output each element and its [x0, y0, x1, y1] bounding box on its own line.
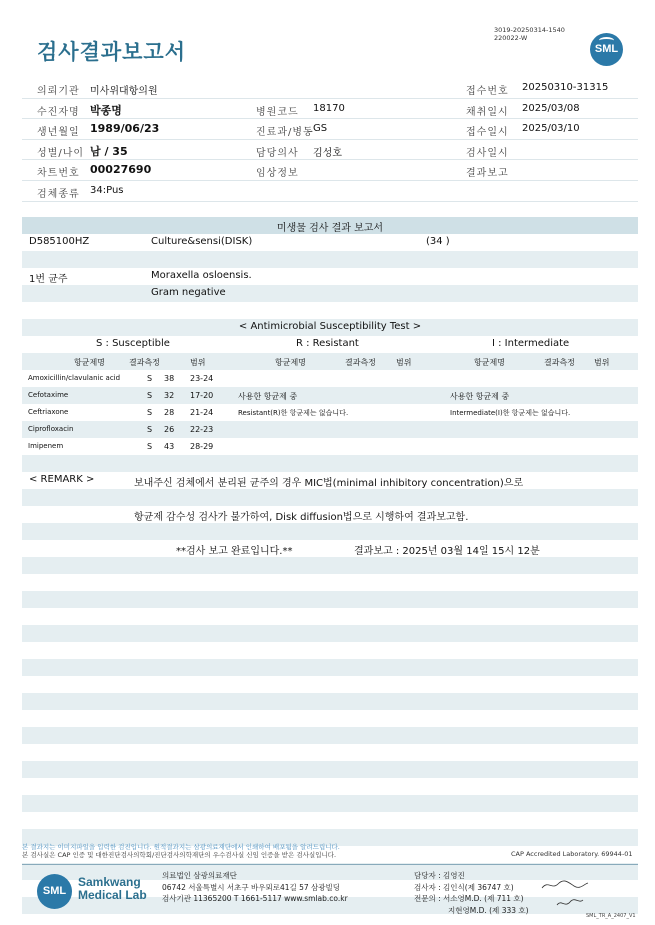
blank-band — [22, 251, 638, 268]
info-row — [22, 181, 638, 202]
gram-stain: Gram negative — [151, 287, 226, 298]
organism-label: 1번 균주 — [29, 274, 68, 285]
brand-line2: Medical Lab — [78, 888, 147, 902]
blank-band — [22, 795, 638, 812]
info-value: 1989/06/23 — [90, 122, 160, 136]
drug-row — [22, 387, 638, 404]
footer-staff — [414, 870, 529, 916]
organism-row — [22, 268, 638, 285]
col-drug-i: 항균제명 — [474, 358, 505, 367]
test-name: Culture&sensi(DISK) — [151, 236, 253, 247]
patient-info-table — [22, 78, 638, 202]
sml-logo — [590, 33, 623, 66]
info-label: 담당의사 — [256, 147, 299, 159]
form-number: SML_TR_A_2407_V1 — [586, 913, 636, 919]
drug-name: Ciprofloxacin — [28, 425, 74, 433]
blank-band — [22, 693, 638, 710]
info-label: 임상정보 — [256, 168, 299, 180]
info-value: 박종명 — [90, 103, 122, 117]
legend-resistant: R : Resistant — [296, 338, 359, 349]
info-label: 검체종류 — [37, 188, 80, 200]
test-row — [22, 234, 638, 251]
drug-value: 32 — [164, 391, 175, 400]
footer-note-1: 본 결과지는 이미지파일을 입력한 검진입니다. 원적결과지는 삼광의료재단에서 인쇄하여 배포됨을 알려드립니다. — [22, 843, 340, 851]
remark-line2: 항균제 감수성 검사가 불가하여, Disk diffusion법으로 시행하여 결과보고함. — [134, 512, 469, 523]
sml-footer-logo — [37, 874, 72, 909]
info-value: GS — [313, 123, 328, 135]
document-id-line2: 220022-W — [494, 34, 528, 42]
drug-sir: S — [147, 374, 153, 383]
address-line3: 검사기관 11365200 T 1661-5117 www.smlab.co.kr — [162, 894, 348, 903]
drug-name: Cefotaxime — [28, 391, 69, 399]
drug-value: 38 — [164, 374, 175, 383]
blank-band — [22, 676, 638, 693]
staff-line1: 담당자 : 김영진 — [414, 871, 465, 880]
info-value: 미사위대항의원 — [90, 86, 158, 97]
signature-2 — [555, 896, 585, 910]
staff-line4: 지현영M.D. (제 333 호) — [448, 905, 529, 915]
info-value: 남 / 35 — [90, 144, 128, 158]
intermediate-note: 사용한 항균제 중 — [450, 392, 510, 401]
drug-row — [22, 438, 638, 455]
blank-band — [22, 591, 638, 608]
info-label: 접수일시 — [466, 127, 509, 139]
completion-row — [22, 540, 638, 557]
col-result-r: 결과측정 — [345, 358, 376, 367]
remark-label: < REMARK > — [29, 474, 95, 485]
drug-range: 21-24 — [190, 408, 214, 417]
info-value: 18170 — [313, 102, 345, 114]
blank-band — [22, 625, 638, 642]
info-label: 접수번호 — [466, 86, 509, 97]
drug-range: 28-29 — [190, 442, 214, 451]
logo-text: SML — [594, 43, 619, 55]
document-id — [494, 26, 565, 42]
drug-sir: S — [147, 391, 153, 400]
footer-logo-text: SML — [42, 885, 67, 897]
micro-report — [22, 217, 638, 925]
drug-row — [22, 404, 638, 421]
info-value: 2025/03/08 — [522, 102, 580, 114]
brand-line1: Samkwang — [78, 875, 141, 889]
blank-band — [22, 744, 638, 761]
info-row — [22, 78, 638, 99]
info-value: 34:Pus — [90, 184, 124, 196]
drug-sir: S — [147, 442, 153, 451]
drug-name: Ceftriaxone — [28, 408, 69, 416]
blank-band — [22, 608, 638, 625]
drug-row — [22, 370, 638, 387]
info-value: 2025/03/10 — [522, 123, 580, 135]
drug-value: 26 — [164, 425, 175, 434]
blank-band — [22, 761, 638, 778]
test-code: D585100HZ — [29, 236, 90, 247]
ast-title-row — [22, 319, 638, 336]
staff-line3: 전문의 : 서소영M.D. (제 711 호) — [414, 894, 524, 903]
footer-divider — [22, 864, 638, 865]
blank-band — [22, 574, 638, 591]
footer-note-2: 본 검사실은 CAP 인증 및 대한진단검사의학회/진단검사의학재단의 우수검사실 신임 인증을 받은 검사실입니다. — [22, 851, 337, 859]
col-range-i: 범위 — [594, 358, 610, 367]
info-label: 검사일시 — [466, 147, 509, 159]
info-value: 00027690 — [90, 163, 152, 177]
info-row — [22, 119, 638, 140]
info-value: 김성호 — [313, 147, 342, 159]
staff-line2: 검사자 : 김인식(제 36747 호) — [414, 882, 514, 892]
info-label: 성별/나이 — [37, 147, 85, 159]
blank-band — [22, 778, 638, 795]
address-line1: 의료법인 삼광의료재단 — [162, 871, 237, 880]
drug-row — [22, 421, 638, 438]
col-result-s: 결과측정 — [129, 358, 160, 367]
info-row — [22, 140, 638, 161]
blank-band — [22, 489, 638, 506]
signature — [540, 878, 590, 892]
info-label: 결과보고 — [466, 168, 509, 180]
section-title: 미생물 검사 결과 보고서 — [276, 223, 384, 234]
report-complete: **검사 보고 완료입니다.** — [176, 546, 293, 557]
info-row — [22, 160, 638, 181]
intermediate-note: Intermediate(I)한 항균제는 없습니다. — [450, 409, 571, 417]
info-label: 생년월일 — [37, 127, 80, 139]
blank-band — [22, 642, 638, 659]
info-label: 의뢰기관 — [37, 86, 80, 97]
footer-address — [162, 870, 348, 905]
col-drug-s: 항균제명 — [74, 358, 105, 367]
blank-band — [22, 455, 638, 472]
drug-range: 22-23 — [190, 425, 214, 434]
cap-accreditation: CAP Accredited Laboratory. 69944-01 — [511, 850, 633, 858]
ast-column-headers — [22, 353, 638, 370]
drug-name: Amoxicillin/clavulanic acid — [28, 374, 121, 382]
ast-title: < Antimicrobial Susceptibility Test > — [238, 321, 422, 332]
blank-band — [22, 557, 638, 574]
info-value: 20250310-31315 — [522, 82, 609, 93]
page-title: 검사결과보고서 — [37, 40, 187, 64]
blank-band — [22, 914, 638, 925]
drug-value: 28 — [164, 408, 175, 417]
drug-name: Imipenem — [28, 442, 64, 450]
blank-band — [22, 727, 638, 744]
info-label: 수진자명 — [37, 106, 80, 118]
blank-band — [22, 302, 638, 319]
blank-band — [22, 523, 638, 540]
drug-sir: S — [147, 408, 153, 417]
blank-band — [22, 659, 638, 676]
col-result-i: 결과측정 — [544, 358, 575, 367]
info-row — [22, 99, 638, 120]
info-label: 차트번호 — [37, 168, 80, 180]
info-label: 채취일시 — [466, 106, 509, 118]
legend-intermediate: I : Intermediate — [492, 338, 570, 349]
col-range-r: 범위 — [396, 358, 412, 367]
drug-range: 17-20 — [190, 391, 214, 400]
legend-row — [22, 336, 638, 353]
brand-name — [78, 876, 147, 902]
col-range-s: 범위 — [190, 358, 206, 367]
col-drug-r: 항균제명 — [275, 358, 306, 367]
resistant-note: Resistant(R)한 항균제는 없습니다. — [238, 409, 349, 417]
section-header — [22, 217, 638, 234]
remark-line1: 보내주신 검체에서 분리된 균주의 경우 MIC법(minimal inhibitory concentration)으로 — [134, 478, 524, 489]
report-time: 결과보고 : 2025년 03월 14일 15시 12분 — [354, 546, 540, 557]
document-id-line1: 3019-20250314-1540 — [494, 26, 565, 34]
drug-sir: S — [147, 425, 153, 434]
resistant-note: 사용한 항균제 중 — [238, 392, 298, 401]
info-label: 진료과/병동 — [256, 127, 314, 139]
organism-name: Moraxella osloensis. — [151, 270, 252, 281]
remark-row-2 — [22, 506, 638, 523]
legend-susceptible: S : Susceptible — [96, 338, 170, 349]
test-count: (34 ) — [426, 236, 450, 247]
remark-row — [22, 472, 638, 489]
drug-value: 43 — [164, 442, 175, 451]
drug-range: 23-24 — [190, 374, 214, 383]
blank-band — [22, 710, 638, 727]
blank-band — [22, 812, 638, 829]
gram-row — [22, 285, 638, 302]
info-label: 병원코드 — [256, 106, 299, 118]
address-line2: 06742 서울특별시 서초구 바우뫼로41길 57 삼광빌딩 — [162, 882, 341, 892]
